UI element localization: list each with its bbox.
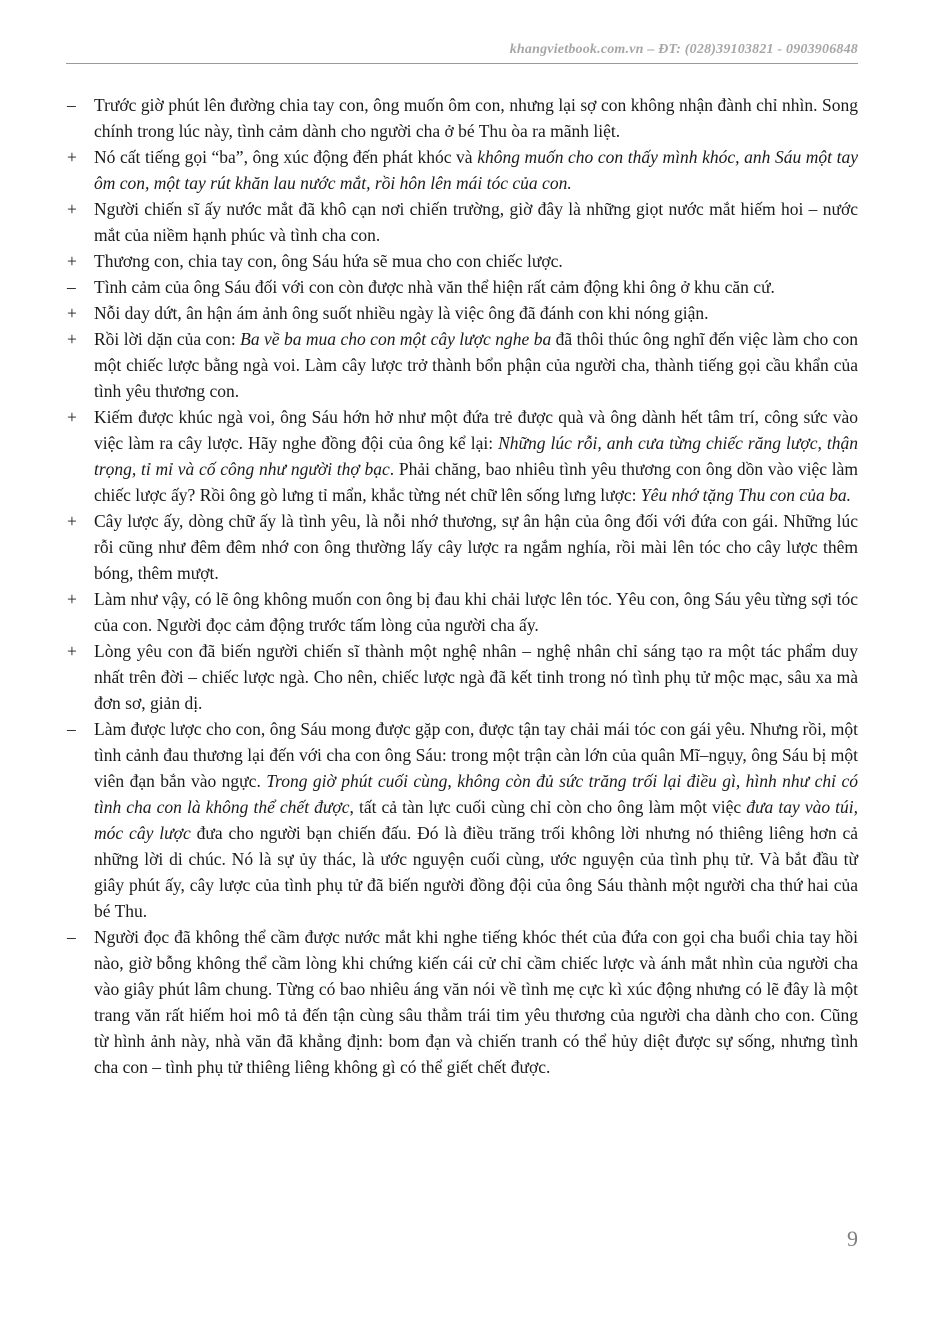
text-segment: Làm như vậy, có lẽ ông không muốn con ông bị đau khi chải lược lên tóc. Yêu con, ông Sáu yêu từng sợi tóc của con. Người đọc cảm động trước tấm lòng của người cha ấy.	[94, 589, 858, 635]
list-marker: –	[67, 277, 76, 297]
text-segment: Rồi lời dặn của con:	[94, 329, 241, 349]
list-marker: +	[67, 511, 77, 531]
list-item	[66, 404, 858, 508]
paragraph-text	[94, 300, 858, 326]
text-segment: . Phải chăng, bao nhiêu tình yêu thương con ông dồn vào việc làm chiếc lược ấy? Rồi ông gò lưng tỉ mẩn, khắc từng nét chữ lên sống lưng lược:	[94, 459, 858, 505]
list-item	[66, 638, 858, 716]
text-segment: Lòng yêu con đã biến người chiến sĩ thành một nghệ nhân – nghệ nhân chỉ sáng tạo ra một tác phẩm duy nhất trên đời – chiếc lược ngà. Cho nên, chiếc lược ngà đã kết tinh trong nó tình phụ tử mộc mạc, sâu xa mà đơn sơ, giản dị.	[94, 641, 858, 713]
paragraph-text	[94, 196, 858, 248]
list-item	[66, 196, 858, 248]
text-segment: Người chiến sĩ ấy nước mắt đã khô cạn nơi chiến trường, giờ đây là những giọt nước mắt hiếm hoi – nước mắt của niềm hạnh phúc và tình cha con.	[94, 199, 858, 245]
list-item	[66, 326, 858, 404]
text-segment: đưa cho người bạn chiến đấu. Đó là điều trăng trối không lời nhưng nó thiêng liêng hơn cả những lời di chúc. Nó là sự ủy thác, là ước nguyện cuối cùng, ước nguyện của tình phụ tử. Và bắt đầu từ giây phút ấy, cây lược của tình phụ tử đã biến người đồng đội của ông Sáu thành một người cha thứ hai của bé Thu.	[94, 823, 858, 921]
text-segment: đã thôi thúc ông nghĩ đến việc làm cho con một chiếc lược bằng ngà voi. Làm cây lược trở thành bổn phận của người cha, thành tiếng gọi cầu khẩn của tình yêu thương con.	[94, 329, 858, 401]
text-segment: , tất cả tàn lực cuối cùng chỉ còn cho ông làm một việc	[349, 797, 747, 817]
text-segment: Nỗi day dứt, ân hận ám ảnh ông suốt nhiều ngày là việc ông đã đánh con khi nóng giận.	[94, 303, 709, 323]
list-marker: –	[67, 927, 76, 947]
text-segment: Thương con, chia tay con, ông Sáu hứa sẽ mua cho con chiếc lược.	[94, 251, 563, 271]
text-segment: Kiếm được khúc ngà voi, ông Sáu hớn hở như một đứa trẻ được quà và ông dành hết tâm trí, công sức vào việc làm ra cây lược. Hãy nghe đồng đội của ông kể lại:	[94, 407, 858, 453]
list-marker: +	[67, 251, 77, 271]
text-segment: Làm được lược cho con, ông Sáu mong được gặp con, được tận tay chải mái tóc con gái yêu. Nhưng rồi, một tình cảnh đau thương lại đến với cha con ông Sáu: trong một trận càn lớn của quân Mĩ–ngụy, ông Sáu bị một viên đạn bắn vào ngực.	[94, 719, 858, 791]
paragraph-text	[94, 144, 858, 196]
list-item	[66, 508, 858, 586]
paragraph-text	[94, 638, 858, 716]
list-marker: +	[67, 329, 77, 349]
text-segment: Trước giờ phút lên đường chia tay con, ông muốn ôm con, nhưng lại sợ con không nhận đành chỉ nhìn. Song chính trong lúc này, tình cảm dành cho người cha ở bé Thu òa ra mãnh liệt.	[94, 95, 858, 141]
list-item	[66, 586, 858, 638]
list-item	[66, 274, 858, 300]
list-marker: –	[67, 719, 76, 739]
italic-quote: Yêu nhớ tặng Thu con của ba.	[640, 485, 851, 505]
list-marker: +	[67, 199, 77, 219]
paragraph-text	[94, 404, 858, 508]
paragraph-text	[94, 92, 858, 144]
paragraph-text	[94, 326, 858, 404]
list-marker: +	[67, 589, 77, 609]
list-item	[66, 716, 858, 924]
list-item	[66, 144, 858, 196]
list-item	[66, 924, 858, 1080]
text-segment: Nó cất tiếng gọi “ba”, ông xúc động đến phát khóc và	[94, 147, 478, 167]
list-marker: +	[67, 407, 77, 427]
text-segment: Cây lược ấy, dòng chữ ấy là tình yêu, là nỗi nhớ thương, sự ân hận của ông đối với đứa con gái. Những lúc rỗi cũng như đêm đêm nhớ con ông thường lấy cây lược ra ngắm nghía, rồi mài lên tóc cho cây lược thêm bóng, thêm mượt.	[94, 511, 858, 583]
italic-quote: đưa tay vào túi, móc cây lược	[94, 797, 858, 843]
italic-quote: không muốn cho con thấy mình khóc, anh Sáu một tay ôm con, một tay rút khăn lau nước mắt, rồi hôn lên mái tóc của con.	[94, 147, 859, 193]
text-segment: Người đọc đã không thể cầm được nước mắt khi nghe tiếng khóc thét của đứa con gọi cha buổi chia tay hồi nào, giờ bỗng không thể cầm lòng khi chứng kiến cái cử chỉ cầm chiếc lược và ánh mắt nhìn của người cha vào giây phút lâm chung. Từng có bao nhiêu áng văn nói về tình mẹ cực kì xúc động nhưng có lẽ đây là một trang văn rất hiếm hoi mô tả đến tận cùng sâu thẳm trái tim yêu thương của người cha dành cho con. Cũng từ hình ảnh này, nhà văn đã khẳng định: bom đạn và chiến tranh có thể hủy diệt được sự sống, nhưng tình cha con – tình phụ tử thiêng liêng không gì có thể giết chết được.	[94, 927, 858, 1077]
list-item	[66, 248, 858, 274]
paragraph-text	[94, 586, 858, 638]
paragraph-text	[94, 274, 858, 300]
italic-quote: Trong giờ phút cuối cùng, không còn đủ sức trăng trối lại điều gì, hình như chỉ có tình cha con là không thể chết được	[94, 771, 858, 817]
list-marker: +	[67, 641, 77, 661]
list-item	[66, 300, 858, 326]
list-marker: +	[67, 303, 77, 323]
paragraph-text	[94, 508, 858, 586]
paragraph-text	[94, 924, 858, 1080]
page-body	[66, 92, 858, 1080]
list-marker: –	[67, 95, 76, 115]
italic-quote: Ba về ba mua cho con một cây lược nghe ba	[240, 329, 552, 349]
paragraph-text	[94, 248, 858, 274]
paragraph-text	[94, 716, 858, 924]
text-segment: Tình cảm của ông Sáu đối với con còn được nhà văn thể hiện rất cảm động khi ông ở khu căn cứ.	[94, 277, 775, 297]
italic-quote: Những lúc rỗi, anh cưa từng chiếc răng lược, thận trọng, tỉ mỉ và cố công như người thợ bạc	[94, 433, 858, 479]
list-marker: +	[67, 147, 77, 167]
list-item	[66, 92, 858, 144]
header-divider	[66, 63, 858, 64]
page-number: 9	[847, 1226, 858, 1251]
page-header: khangvietbook.com.vn – ĐT: (028)39103821 - 0903906848	[509, 42, 858, 57]
